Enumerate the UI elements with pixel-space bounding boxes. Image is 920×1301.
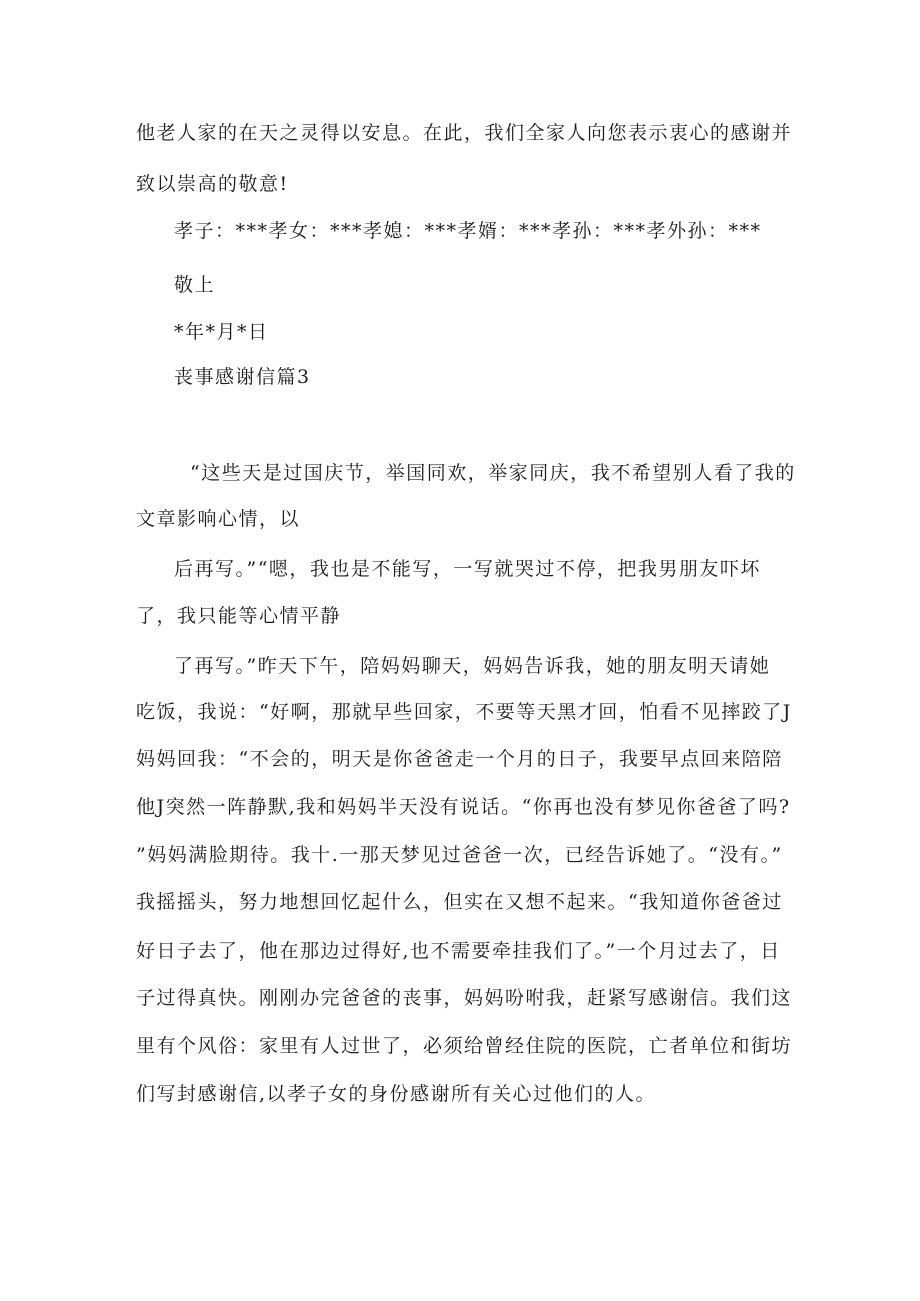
paragraph-line: 我摇摇头，努力地想回忆起什么，但实在又想不起来。“我知道你爸爸过 [136,891,783,913]
paragraph-line: 里有个风俗：家里有人过世了，必须给曾经住院的医院，亡者单位和街坊 [136,1035,793,1057]
paragraph-line: 文章影响心情，以 [136,508,301,530]
signers-line: 孝子：***孝女：***孝媳：***孝婿：***孝孙：***孝外孙：*** [174,220,762,242]
paragraph-line: 他老人家的在天之灵得以安息。在此，我们全家人向您表示衷心的感谢并 [136,122,793,144]
paragraph-line: 子过得真快。刚刚办完爸爸的丧事，妈妈吩咐我，赶紧写感谢信。我们这 [136,987,793,1009]
paragraph-line: 后再写。”“嗯，我也是不能写，一写就哭过不停，把我男朋友吓坏 [174,558,761,580]
paragraph-line: 他J突然一阵静默,我和妈妈半天没有说话。“你再也没有梦见你爸爸了吗? [136,796,791,818]
closing-text: 敬上 [174,274,216,296]
paragraph-line: 好日子去了，他在那边过得好,也不需要牵挂我们了。”一个月过去了，日 [136,940,781,962]
paragraph-line: 们写封感谢信,以孝子女的身份感谢所有关心过他们的人。 [136,1083,657,1105]
paragraph-line: 妈妈回我：“不会的，明天是你爸爸走一个月的日子，我要早点回来陪陪 [136,748,783,770]
paragraph-line: 了，我只能等心情平静 [136,605,342,627]
paragraph-line: 了再写。”昨天下午，陪妈妈聊天，妈妈告诉我，她的朋友明天请她 [174,655,771,677]
section-title: 丧事感谢信篇3 [174,366,311,388]
date-text: *年*月*日 [174,321,269,343]
paragraph-line: ”妈妈满脸期待。我十.一那天梦见过爸爸一次，已经告诉她了。“没有。” [136,844,783,866]
paragraph-line: “这些天是过国庆节，举国同欢，举家同庆，我不希望别人看了我的 [190,462,796,484]
paragraph-line: 致以崇高的敬意! [136,173,289,195]
paragraph-line: 吃饭，我说：“好啊，那就早些回家，不要等天黑才回，怕看不见摔跤了J [136,701,792,723]
